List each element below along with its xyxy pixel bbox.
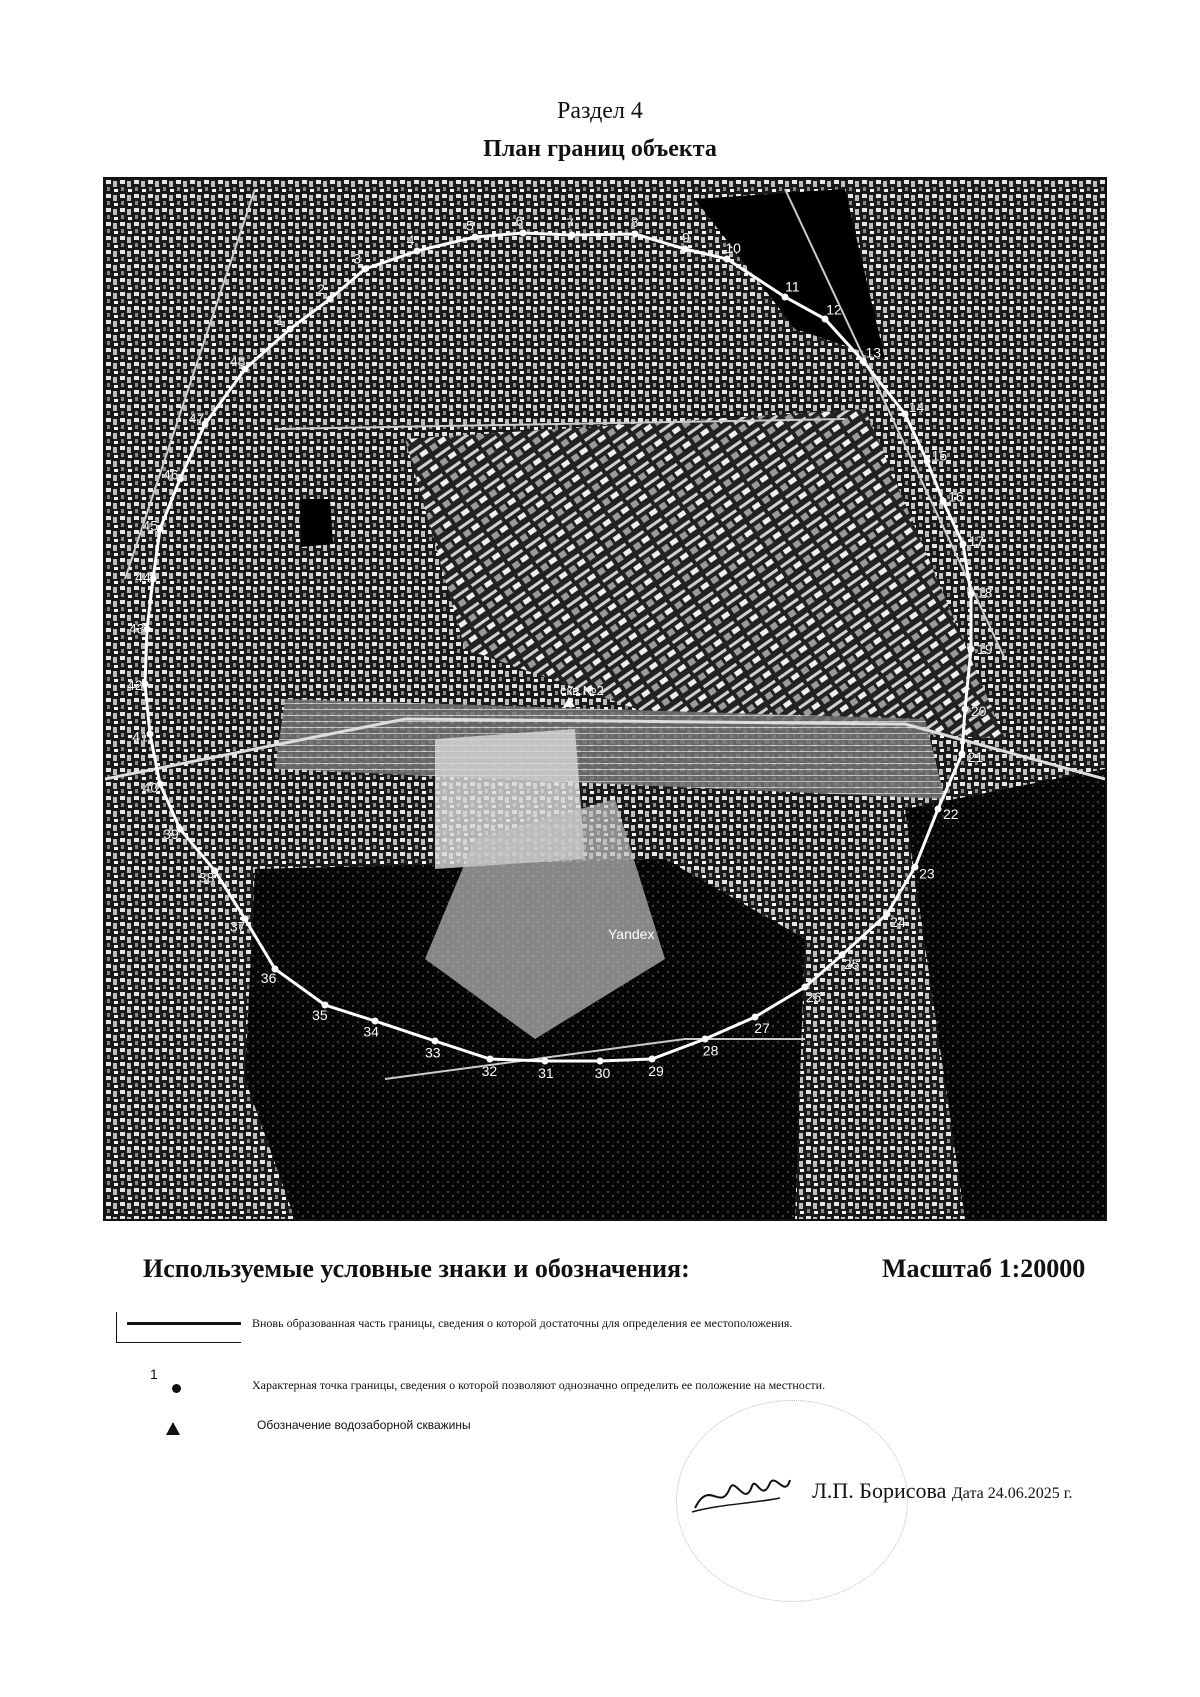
boundary-point-8[interactable] xyxy=(632,231,639,238)
signer-name: Л.П. Борисова xyxy=(812,1478,947,1503)
boundary-point-label-46: 46 xyxy=(162,466,179,483)
boundary-point-32[interactable] xyxy=(487,1056,494,1063)
legend-well-triangle-icon xyxy=(166,1422,180,1435)
boundary-point-label-22: 22 xyxy=(942,805,959,822)
boundary-point-label-38: 38 xyxy=(198,869,215,886)
handwritten-signature xyxy=(690,1468,800,1518)
boundary-point-19[interactable] xyxy=(968,646,975,653)
boundary-point-16[interactable] xyxy=(940,498,947,505)
boundary-point-31[interactable] xyxy=(542,1058,549,1065)
signer xyxy=(812,1478,1073,1504)
boundary-point-label-26: 26 xyxy=(805,988,822,1005)
boundary-point-label-37: 37 xyxy=(229,918,246,935)
boundary-point-1[interactable] xyxy=(287,326,294,333)
boundary-point-17[interactable] xyxy=(960,541,967,548)
boundary-point-label-40: 40 xyxy=(142,779,159,796)
boundary-point-label-27: 27 xyxy=(754,1019,770,1036)
boundary-point-label-20: 20 xyxy=(970,702,987,719)
boundary-point-label-7: 7 xyxy=(565,215,574,232)
boundary-point-label-32: 32 xyxy=(481,1062,498,1079)
boundary-point-30[interactable] xyxy=(597,1058,604,1065)
boundary-point-label-25: 25 xyxy=(843,956,860,973)
boundary-point-label-47: 47 xyxy=(188,409,205,426)
boundary-point-label-29: 29 xyxy=(648,1062,664,1079)
plan-title: План границ объекта xyxy=(483,136,717,162)
boundary-point-9[interactable] xyxy=(682,246,689,253)
satellite-map[interactable] xyxy=(105,179,1105,1219)
boundary-point-7[interactable] xyxy=(569,232,576,239)
map-scale: Масштаб 1:20000 xyxy=(882,1254,1086,1283)
boundary-point-20[interactable] xyxy=(962,706,969,713)
boundary-point-label-17: 17 xyxy=(968,532,985,549)
boundary-point-label-39: 39 xyxy=(163,825,179,842)
boundary-point-label-23: 23 xyxy=(919,865,935,882)
legend-point-number: 1 xyxy=(150,1366,158,1382)
legend-point-symbol xyxy=(172,1384,181,1393)
boundary-point-14[interactable] xyxy=(902,411,909,418)
boundary-point-label-12: 12 xyxy=(826,301,842,318)
legend-boundary-line-text: Вновь образованная часть границы, сведения о которой достаточны для определения ее местоположения. xyxy=(252,1316,793,1330)
boundary-point-10[interactable] xyxy=(724,256,731,263)
boundary-point-21[interactable] xyxy=(959,751,966,758)
boundary-point-label-13: 13 xyxy=(865,344,882,361)
yandex-watermark: Yandex xyxy=(608,926,655,942)
boundary-point-label-3: 3 xyxy=(353,250,361,267)
boundary-point-23[interactable] xyxy=(912,864,919,871)
boundary-point-5[interactable] xyxy=(472,234,479,241)
boundary-point-label-18: 18 xyxy=(976,584,993,601)
boundary-point-label-33: 33 xyxy=(424,1044,441,1061)
boundary-point-15[interactable] xyxy=(924,458,931,465)
boundary-point-label-48: 48 xyxy=(229,353,246,370)
boundary-point-label-16: 16 xyxy=(948,488,964,505)
boundary-point-label-28: 28 xyxy=(702,1042,719,1059)
pond xyxy=(300,499,333,547)
boundary-point-label-5: 5 xyxy=(466,217,474,234)
section-title: Раздел 4 xyxy=(557,98,643,124)
boundary-point-label-31: 31 xyxy=(538,1064,554,1081)
boundary-point-label-43: 43 xyxy=(129,620,145,637)
boundary-point-22[interactable] xyxy=(935,806,942,813)
boundary-point-label-14: 14 xyxy=(908,399,925,416)
boundary-point-label-10: 10 xyxy=(725,239,741,256)
legend-boundary-line-symbol xyxy=(116,1312,241,1343)
boundary-point-label-19: 19 xyxy=(977,641,993,657)
map-frame[interactable] xyxy=(103,177,1107,1221)
boundary-point-label-34: 34 xyxy=(363,1023,379,1040)
water-well-label: скв.№2 xyxy=(560,683,604,698)
boundary-point-label-4: 4 xyxy=(406,231,415,248)
boundary-point-label-44: 44 xyxy=(135,569,151,586)
boundary-point-label-9: 9 xyxy=(682,229,690,246)
boundary-point-label-36: 36 xyxy=(260,969,277,986)
boundary-point-label-24: 24 xyxy=(890,913,906,930)
boundary-point-label-45: 45 xyxy=(142,517,159,534)
boundary-point-label-6: 6 xyxy=(515,213,524,230)
legend-heading: Используемые условные знаки и обозначения: xyxy=(143,1254,690,1283)
legend-well-text: Обозначение водозаборной скважины xyxy=(257,1418,471,1432)
boundary-point-label-1: 1 xyxy=(276,312,284,329)
legend-point-text: Характерная точка границы, сведения о которой позволяют однозначно определить ее положение на местности. xyxy=(252,1378,826,1392)
boundary-point-18[interactable] xyxy=(968,591,975,598)
boundary-point-label-30: 30 xyxy=(594,1064,611,1081)
boundary-point-3[interactable] xyxy=(362,266,369,273)
boundary-point-label-35: 35 xyxy=(312,1006,328,1023)
boundary-point-label-2: 2 xyxy=(317,281,325,298)
boundary-point-label-8: 8 xyxy=(630,214,639,231)
boundary-point-label-42: 42 xyxy=(127,676,143,693)
boundary-point-29[interactable] xyxy=(649,1056,656,1063)
boundary-point-label-41: 41 xyxy=(132,728,148,745)
boundary-point-2[interactable] xyxy=(327,296,334,303)
boundary-point-4[interactable] xyxy=(414,248,421,255)
signature-date: Дата 24.06.2025 г. xyxy=(951,1485,1073,1502)
boundary-point-6[interactable] xyxy=(520,230,527,237)
boundary-point-label-21: 21 xyxy=(967,749,984,766)
boundary-point-label-11: 11 xyxy=(785,278,800,295)
boundary-point-label-15: 15 xyxy=(931,447,948,464)
